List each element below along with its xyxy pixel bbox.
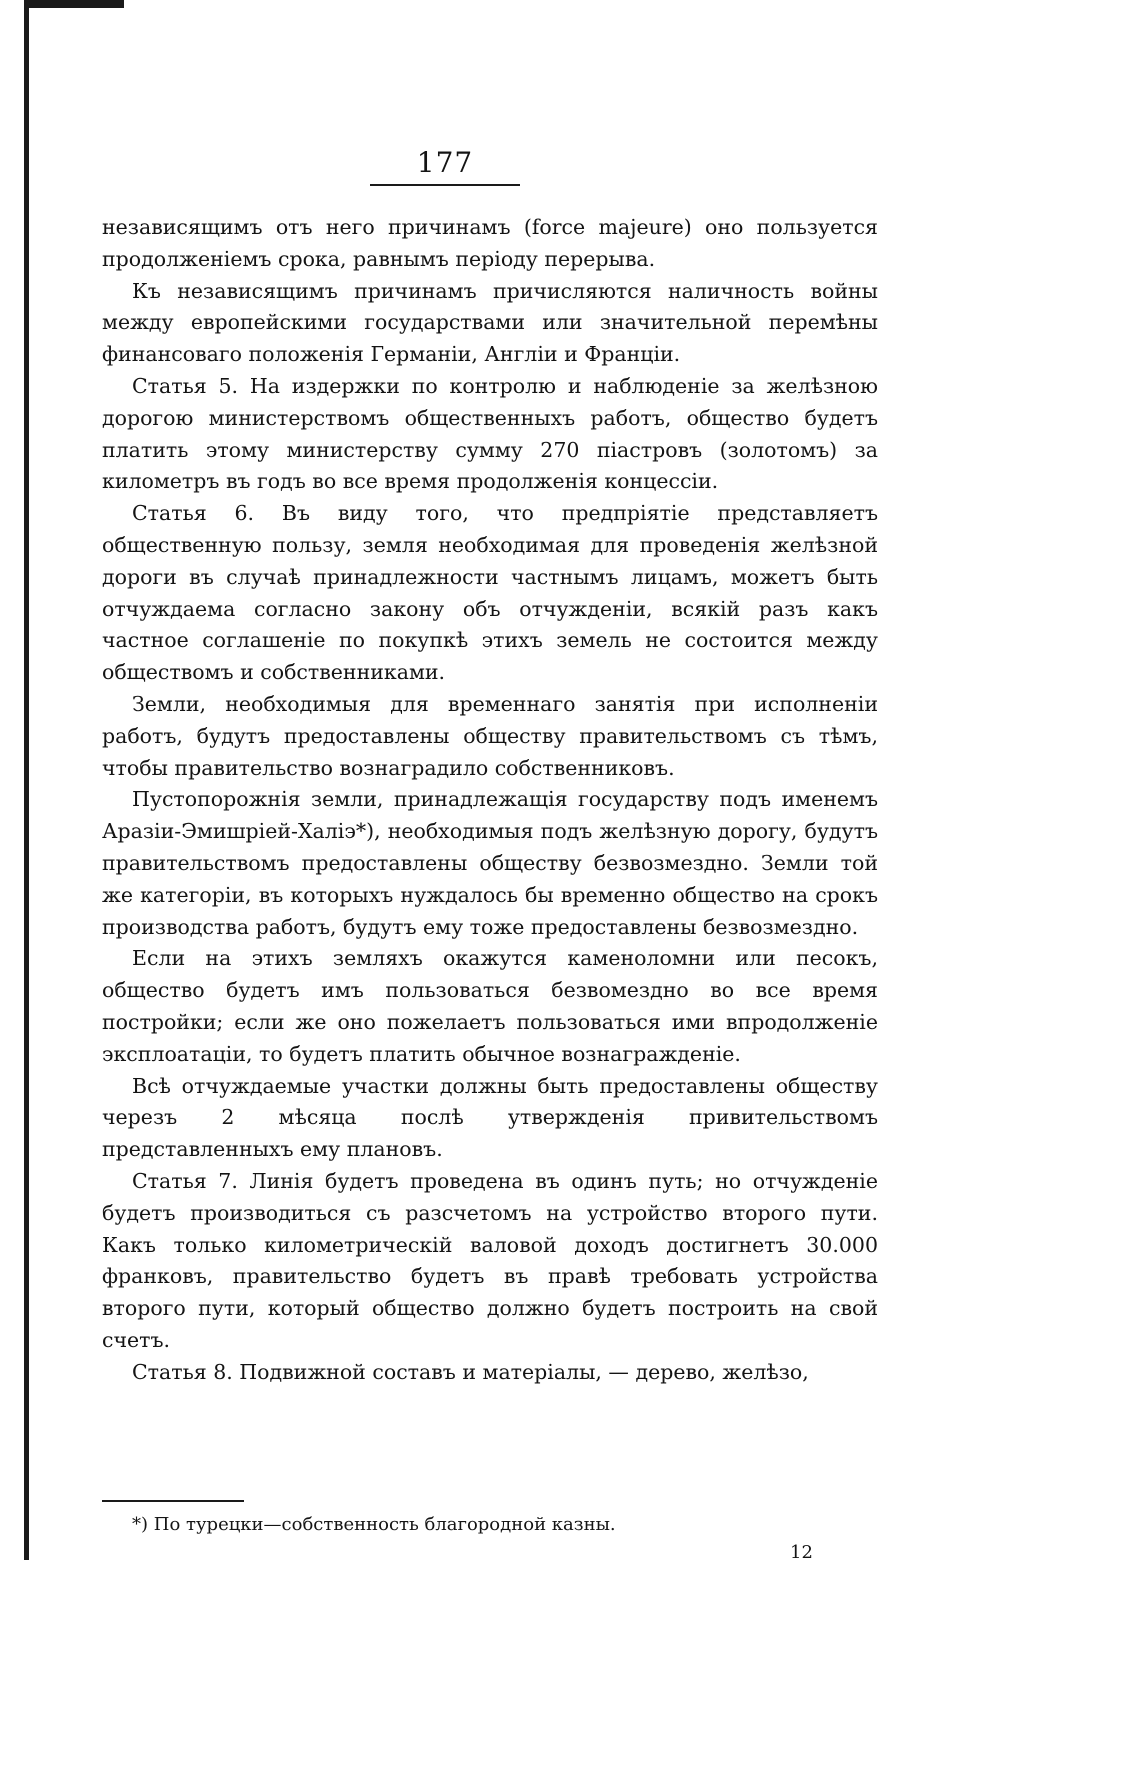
- paragraph: Статья 5. На издержки по контролю и наблюденіе за желѣзною дорогою министерствомъ общественныхъ работъ, общество будетъ платить этому министерству сумму 270 піастровъ (золотомъ) за километръ въ годъ во все время продолженія концессіи.: [102, 373, 878, 494]
- paragraph: Статья 6. Въ виду того, что предпріятіе представляетъ общественную пользу, земля необходимая для проведенія желѣзной дороги въ случаѣ принадлежности частнымъ лицамъ, можетъ быть отчуждаема согласно закону объ отчужденіи, всякій разъ какъ частное соглашеніе по покупкѣ этихъ земель не состоится между обществомъ и собственниками.: [102, 501, 878, 685]
- paragraph: Если на этихъ земляхъ окажутся каменоломни или песокъ, общество будетъ имъ пользоваться безвомездно во все время постройки; если же оно пожелаетъ пользоваться ими впродолженіе эксплоатаціи, то будетъ платить обычное вознагражденіе.: [102, 946, 878, 1066]
- paragraph: Пустопорожнія земли, принадлежащія государству подъ именемъ Аразіи-Эмишрiей-Халіэ*), необходимыя подъ желѣзную дорогу, будутъ правительствомъ предоставлены обществу безвозмездно. Земли той же категоріи, въ которыхъ нуждалось бы временно общество на срокъ производства работъ, будутъ ему тоже предоставлены безвозмездно.: [102, 787, 878, 939]
- signature-mark: 12: [790, 1542, 813, 1563]
- body-text: [102, 212, 878, 1388]
- paragraph: Статья 7. Линія будетъ проведена въ одинъ путь; но отчужденіе будетъ производиться съ разсчетомъ на устройство второго пути. Какъ только километрическій валовой доходъ достигнетъ 30.000 франковъ, правительство будетъ въ правѣ требовать устройства второго пути, который общество должно будетъ построить на свой счетъ.: [102, 1168, 878, 1352]
- page-number-rule: [370, 184, 520, 186]
- page-corner-mark: [24, 0, 124, 8]
- paragraph: Земли, необходимыя для временнаго занятія при исполненіи работъ, будутъ предоставлены обществу правительствомъ съ тѣмъ, чтобы правительство вознаградило собственниковъ.: [102, 691, 878, 780]
- page-left-edge: [24, 0, 29, 1560]
- paragraph: Статья 8. Подвижной составъ и матеріалы, — дерево, желѣзо,: [132, 1359, 809, 1384]
- page-number: 177: [416, 146, 474, 179]
- paragraph: Къ независящимъ причинамъ причисляются наличность войны между европейскими государствами или значительной перемѣны финансоваго положенія Германіи, Англіи и Франціи.: [102, 278, 878, 367]
- footnote: *) По турецки—собственность благородной казны.: [132, 1514, 616, 1535]
- paragraph: независящимъ отъ него причинамъ (force majeure) оно пользуется продолженіемъ срока, равнымъ періоду перерыва.: [102, 215, 878, 271]
- footnote-rule: [102, 1500, 244, 1502]
- paragraph: Всѣ отчуждаемые участки должны быть предоставлены обществу черезъ 2 мѣсяца послѣ утвержденія привительствомъ представленныхъ ему плановъ.: [102, 1073, 878, 1162]
